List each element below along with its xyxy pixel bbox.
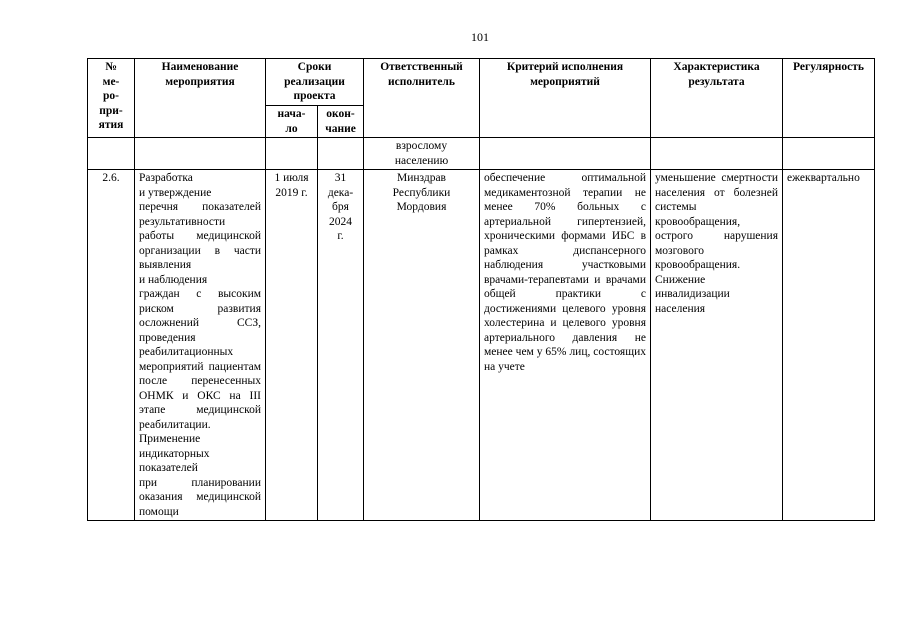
cell-empty (651, 138, 783, 170)
cell-empty (318, 138, 364, 170)
cell-empty (88, 138, 135, 170)
cell-empty (135, 138, 266, 170)
cell-executor: Минздрав Республики Мордовия (364, 170, 480, 521)
header-result: Характеристика результата (651, 59, 783, 138)
cell-name: Разработка и утверждение перечня показателей результативности работы медицинской организации в части выявления и наблюдения граждан с высоким риском развития осложнений ССЗ, проведения реабилитационных мероприятий пациентам после перенесенных ОНМК и ОКС на III этапе медицинской реабилитации. Применение индикаторных показателей при планировании оказания медицинской помощи (135, 170, 266, 521)
page-number: 101 (471, 30, 489, 44)
cell-empty (266, 138, 318, 170)
header-terms: Сроки реализации проекта (266, 59, 364, 106)
cell-number: 2.6. (88, 170, 135, 521)
header-executor: Ответственный исполнитель (364, 59, 480, 138)
cell-executor-continuation: взрослому населению (364, 138, 480, 170)
cell-result: уменьшение смертности населения от болезней системы кровообращения, острого нарушения мозгового кровообращения. Снижение инвалидизации населения (651, 170, 783, 521)
header-criterion: Критерий исполнения мероприятий (480, 59, 651, 138)
table-row (88, 170, 875, 521)
header-end: окон- чание (318, 106, 364, 138)
cell-empty (480, 138, 651, 170)
table-row-continuation (88, 138, 875, 170)
cell-criterion: обеспечение оптимальной медикаментозной терапии не менее 70% больных с артериальной гипертензией, хроническими формами ИБС в рамках диспансерного наблюдения участковыми врачами-терапевтами и врачами общей практики с достижениями целевого уровня холестерина и целевого уровня артериального давления не менее чем у 65% лиц, состоящих на учете (480, 170, 651, 521)
header-regularity: Регулярность (783, 59, 875, 138)
plan-table (87, 58, 875, 521)
cell-start: 1 июля 2019 г. (266, 170, 318, 521)
header-name: Наименование мероприятия (135, 59, 266, 138)
header-start: нача- ло (266, 106, 318, 138)
cell-empty (783, 138, 875, 170)
header-number: № ме- ро- при- ятия (88, 59, 135, 138)
cell-end: 31 дека- бря 2024 г. (318, 170, 364, 521)
cell-regularity: ежеквартально (783, 170, 875, 521)
